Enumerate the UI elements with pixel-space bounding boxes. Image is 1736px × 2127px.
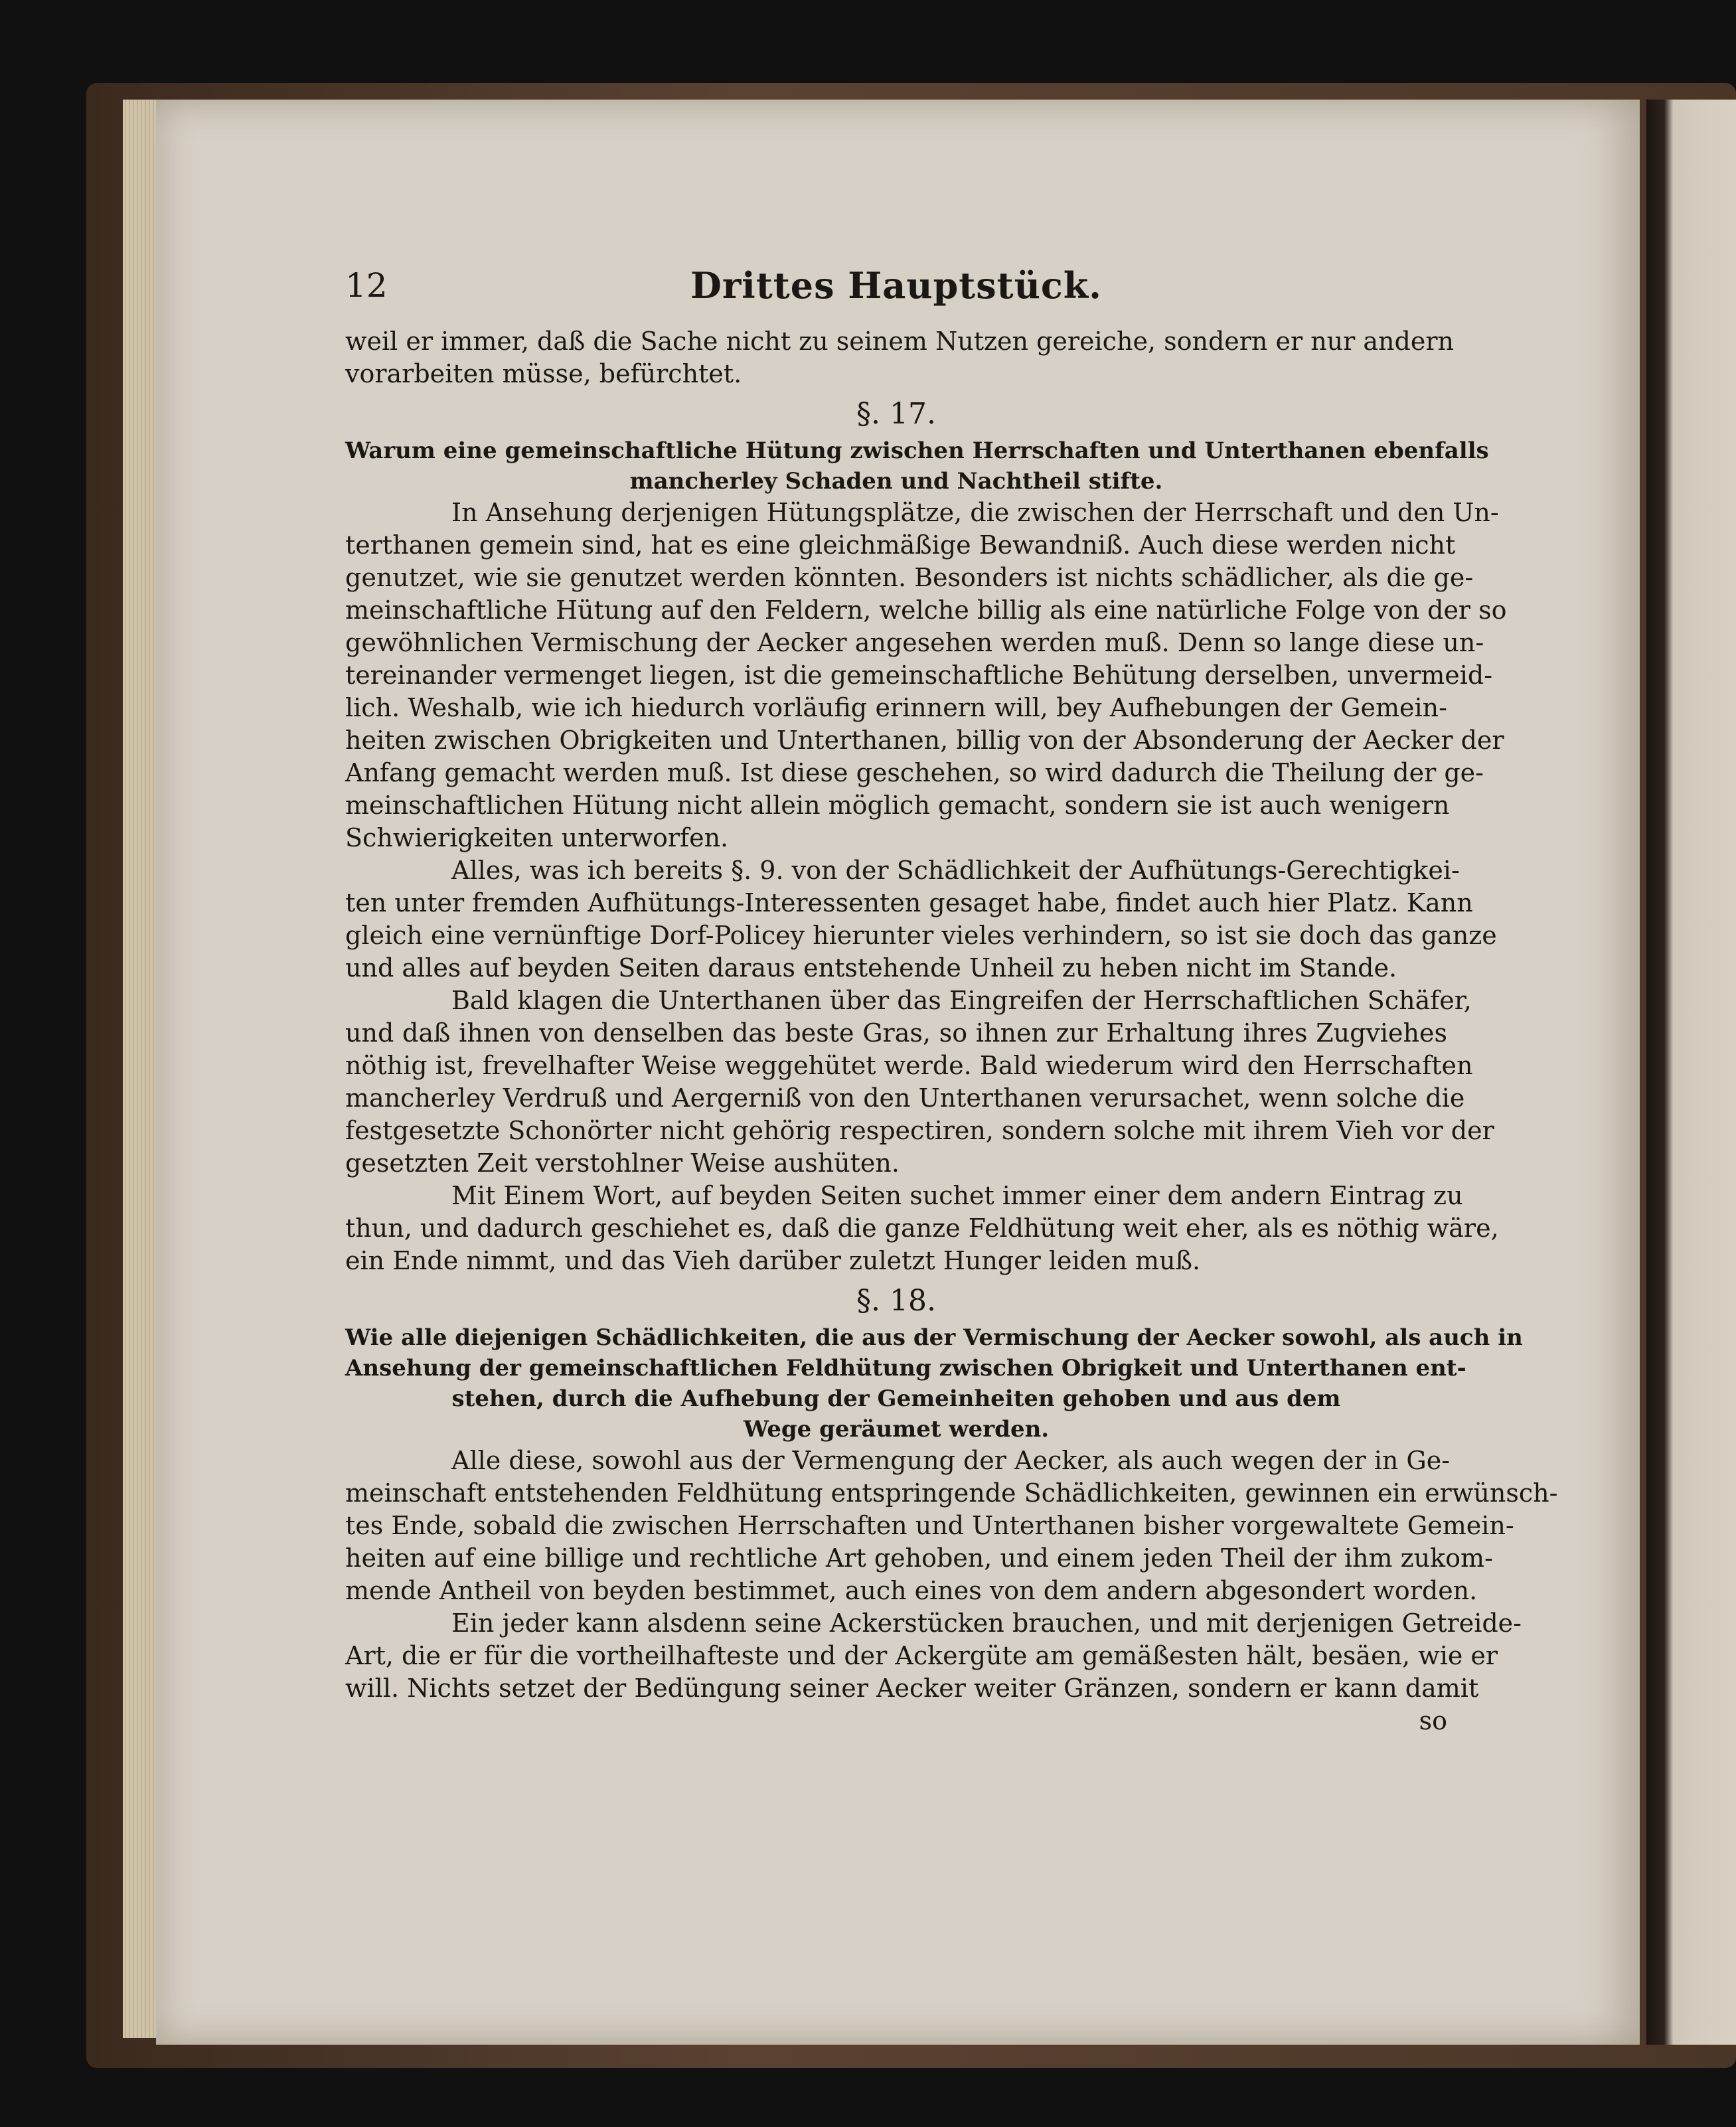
- text-line: heiten zwischen Obrigkeiten und Unterthanen, billig von der Absonderung der Aecker der: [345, 726, 1504, 755]
- text-line: Art, die er für die vortheilhafteste und der Ackergüte am gemäßesten hält, besäen, wie er: [345, 1641, 1498, 1670]
- paragraph: [345, 1607, 1522, 1705]
- text-line: will. Nichts setzet der Bedüngung seiner Aecker weiter Gränzen, sondern er kann damit: [345, 1674, 1479, 1703]
- text-line: gesetzten Zeit verstohlner Weise aushüten.: [345, 1148, 900, 1178]
- text-line: In Ansehung derjenigen Hütungsplätze, die zwischen der Herrschaft und den Un-: [451, 498, 1499, 527]
- text-line: meinschaft entstehenden Feldhütung entspringende Schädlichkeiten, gewinnen ein erwünsch-: [345, 1478, 1558, 1508]
- text-line: meinschaftlichen Hütung nicht allein möglich gemacht, sondern sie ist auch wenigern: [345, 791, 1450, 820]
- facing-page-edge: [1646, 100, 1736, 2045]
- paragraph: [345, 985, 1494, 1180]
- text-line: heiten auf eine billige und rechtliche Art gehoben, und einem jeden Theil der ihm zukom-: [345, 1543, 1493, 1573]
- heading-line: Wie alle diejenigen Schädlichkeiten, die aus der Vermischung der Aecker sowohl, als auch in: [345, 1324, 1523, 1351]
- text-line: Ein jeder kann alsdenn seine Ackerstücken brauchen, und mit derjenigen Getreide-: [451, 1609, 1522, 1638]
- text-line: Bald klagen die Unterthanen über das Eingreifen der Herrschaftlichen Schäfer,: [451, 986, 1472, 1015]
- section-18-mark: §. 18.: [856, 1284, 936, 1318]
- paragraph: [345, 497, 1507, 854]
- text-line: terthanen gemein sind, hat es eine gleichmäßige Bewandniß. Auch diese werden nicht: [345, 530, 1456, 560]
- text-line: und alles auf beyden Seiten daraus entstehende Unheil zu heben nicht im Stande.: [345, 953, 1397, 983]
- page-content: [345, 259, 1558, 1737]
- text-line: festgesetzte Schonörter nicht gehörig respectiren, sondern solche mit ihrem Vieh vor der: [345, 1116, 1494, 1145]
- catchword: so: [1419, 1706, 1447, 1735]
- text-line: Alles, was ich bereits §. 9. von der Schädlichkeit der Aufhütungs-Gerechtigkei-: [451, 856, 1460, 885]
- heading-line: stehen, durch die Aufhebung der Gemeinheiten gehoben und aus dem: [451, 1385, 1341, 1412]
- text-line: Anfang gemacht werden muß. Ist diese geschehen, so wird dadurch die Theilung der ge-: [345, 758, 1484, 787]
- heading-line: Wege geräumet werden.: [743, 1416, 1050, 1443]
- text-line: tereinander vermenget liegen, ist die gemeinschaftliche Behütung derselben, unvermeid-: [345, 661, 1493, 690]
- text-line: mancherley Verdruß und Aergerniß von den Unterthanen verursachet, wenn solche die: [345, 1083, 1465, 1113]
- running-head: Drittes Hauptstück.: [690, 264, 1102, 307]
- text-line: nöthig ist, frevelhafter Weise weggehütet werde. Bald wiederum wird den Herrschaften: [345, 1051, 1473, 1080]
- text-line: und daß ihnen von denselben das beste Gras, so ihnen zur Erhaltung ihres Zugviehes: [345, 1018, 1447, 1048]
- text-line: gleich eine vernünftige Dorf-Policey hierunter vieles verhindern, so ist sie doch das ganze: [345, 921, 1497, 950]
- text-line: tes Ende, sobald die zwischen Herrschaften und Unterthanen bisher vorgewaltete Gemein-: [345, 1511, 1514, 1540]
- paragraph: [345, 854, 1497, 985]
- text-line: lich. Weshalb, wie ich hiedurch vorläufig erinnern will, bey Aufhebungen der Gemein-: [345, 693, 1447, 722]
- text-line: vorarbeiten müsse, befürchtet.: [345, 359, 742, 388]
- text-line: thun, und dadurch geschiehet es, daß die ganze Feldhütung weit eher, als es nöthig wäre,: [345, 1214, 1499, 1243]
- page-header: [345, 259, 1447, 312]
- text-line: gewöhnlichen Vermischung der Aecker angesehen werden muß. Denn so lange diese un-: [345, 628, 1484, 657]
- text-line: genutzet, wie sie genutzet werden könnten. Besonders ist nichts schädlicher, als die ge-: [345, 563, 1474, 592]
- paragraph: [345, 1180, 1499, 1277]
- section-18-heading: [345, 1322, 1523, 1445]
- page-number: 12: [345, 266, 388, 305]
- text-line: Schwierigkeiten unterworfen.: [345, 823, 729, 852]
- text-line: ein Ende nimmt, und das Vieh darüber zuletzt Hunger leiden muß.: [345, 1246, 1201, 1275]
- heading-line: mancherley Schaden und Nachtheil stifte.: [629, 468, 1163, 495]
- text-line: weil er immer, daß die Sache nicht zu seinem Nutzen gereiche, sondern er nur andern: [345, 327, 1454, 356]
- paragraph: [345, 1445, 1558, 1607]
- text-line: Alle diese, sowohl aus der Vermengung der Aecker, als auch wegen der in Ge-: [451, 1446, 1451, 1475]
- opening-paragraph: [345, 325, 1454, 390]
- section-17-mark: §. 17.: [856, 397, 936, 431]
- section-17-heading: [345, 435, 1489, 497]
- text-line: ten unter fremden Aufhütungs-Interessenten gesaget habe, findet auch hier Platz. Kann: [345, 888, 1473, 917]
- text-line: meinschaftliche Hütung auf den Feldern, welche billig als eine natürliche Folge von der so: [345, 595, 1507, 625]
- heading-line: Warum eine gemeinschaftliche Hütung zwischen Herrschaften und Unterthanen ebenfalls: [345, 437, 1489, 464]
- text-line: Mit Einem Wort, auf beyden Seiten suchet immer einer dem andern Eintrag zu: [451, 1181, 1463, 1210]
- text-line: mende Antheil von beyden bestimmet, auch eines von dem andern abgesondert worden.: [345, 1576, 1478, 1605]
- heading-line: Ansehung der gemeinschaftlichen Feldhütung zwischen Obrigkeit und Unterthanen ent-: [345, 1355, 1466, 1381]
